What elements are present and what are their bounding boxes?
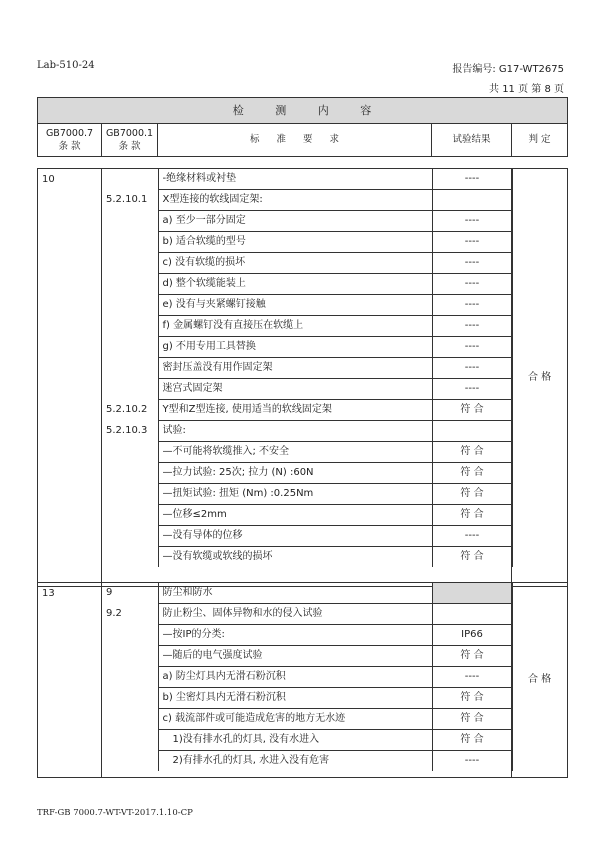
sub-clause <box>102 379 158 400</box>
requirement-text: a) 防尘灯具内无滑石粉沉积 <box>158 667 432 688</box>
table-row <box>102 526 512 547</box>
test-result: 符 合 <box>432 463 512 484</box>
sub-clause <box>102 358 158 379</box>
sub-clause <box>102 730 158 751</box>
requirement-text: e) 没有与夹紧螺钉接触 <box>158 295 432 316</box>
sub-clause <box>102 253 158 274</box>
test-result: ---- <box>432 274 512 295</box>
table-row <box>102 547 512 568</box>
requirement-text: c) 载流部件或可能造成危害的地方无水迹 <box>158 709 432 730</box>
sub-clause <box>102 169 158 190</box>
sub-clause <box>102 211 158 232</box>
requirement-text: —扭矩试验: 扭矩 (Nm) :0.25Nm <box>158 484 432 505</box>
clause-number: 13 <box>38 583 102 778</box>
table-row <box>102 358 512 379</box>
table-row <box>102 463 512 484</box>
sub-clause <box>102 751 158 772</box>
table-row <box>102 211 512 232</box>
sub-clause <box>102 688 158 709</box>
footer-code: TRF-GB 7000.7-WT-VT-2017.1.10-CP <box>37 808 193 818</box>
lab-code: Lab-510-24 <box>37 60 95 71</box>
col-verdict: 判 定 <box>512 124 568 157</box>
table-row <box>102 274 512 295</box>
requirement-text: c) 没有软缆的损坏 <box>158 253 432 274</box>
table-row <box>102 484 512 505</box>
test-result: ---- <box>432 358 512 379</box>
section-clause-10 <box>37 168 568 587</box>
test-result: 符 合 <box>432 505 512 526</box>
section2-body <box>102 583 512 778</box>
requirement-text: -绝缘材料或衬垫 <box>158 169 432 190</box>
sub-clause: 5.2.10.1 <box>102 190 158 211</box>
table-row <box>102 232 512 253</box>
sub-clause <box>102 274 158 295</box>
requirement-text: 2)有排水孔的灯具, 水进入没有危害 <box>158 751 432 772</box>
section1-verdict: 合 格 <box>512 169 568 587</box>
sub-clause: 9.2 <box>102 604 158 625</box>
col-gb70007-clause: GB7000.7 条 款 <box>38 124 102 157</box>
clause-number: 10 <box>38 169 102 587</box>
sub-clause <box>102 232 158 253</box>
requirement-text: —随后的电气强度试验 <box>158 646 432 667</box>
requirement-text: X型连接的软线固定架: <box>158 190 432 211</box>
col-test-result: 试验结果 <box>432 124 512 157</box>
test-result: 符 合 <box>432 730 512 751</box>
table-row <box>102 421 512 442</box>
table-row <box>102 751 512 772</box>
col-requirement: 标 准 要 求 <box>158 124 432 157</box>
sub-clause <box>102 295 158 316</box>
test-result: 符 合 <box>432 646 512 667</box>
requirement-text: b) 尘密灯具内无滑石粉沉积 <box>158 688 432 709</box>
test-result: 符 合 <box>432 484 512 505</box>
requirement-text: —按IP的分类: <box>158 625 432 646</box>
test-result: ---- <box>432 232 512 253</box>
table-row <box>102 379 512 400</box>
table-title: 检 测 内 容 <box>38 98 568 124</box>
sub-clause <box>102 484 158 505</box>
requirement-text: g) 不用专用工具替换 <box>158 337 432 358</box>
header-table <box>37 97 568 157</box>
sub-clause <box>102 625 158 646</box>
requirement-text: 1)没有排水孔的灯具, 没有水进入 <box>158 730 432 751</box>
sub-clause: 5.2.10.2 <box>102 400 158 421</box>
requirement-text: 防止粉尘、固体异物和水的侵入试验 <box>158 604 432 625</box>
test-result <box>432 190 512 211</box>
test-result: ---- <box>432 379 512 400</box>
sub-clause <box>102 505 158 526</box>
table-row <box>102 688 512 709</box>
test-result: 符 合 <box>432 688 512 709</box>
table-row <box>102 625 512 646</box>
col-gb70001-clause: GB7000.1 条 款 <box>102 124 158 157</box>
table-row <box>102 190 512 211</box>
requirement-text: —没有导体的位移 <box>158 526 432 547</box>
table-row <box>102 583 512 604</box>
requirement-text: d) 整个软缆能装上 <box>158 274 432 295</box>
test-result: 符 合 <box>432 709 512 730</box>
requirement-text: Y型和Z型连接, 使用适当的软线固定架 <box>158 400 432 421</box>
sub-clause <box>102 646 158 667</box>
requirement-text: 迷宫式固定架 <box>158 379 432 400</box>
page-count: 共 11 页 第 8 页 <box>489 84 564 95</box>
test-result <box>432 583 512 604</box>
requirement-text: 密封压盖没有用作固定架 <box>158 358 432 379</box>
requirement-text: —位移≤2mm <box>158 505 432 526</box>
test-result: ---- <box>432 169 512 190</box>
section-clause-13 <box>37 582 568 778</box>
test-result <box>432 604 512 625</box>
table-row <box>102 316 512 337</box>
sub-clause <box>102 526 158 547</box>
test-result: 符 合 <box>432 442 512 463</box>
report-number: 报告编号: G17-WT2675 <box>452 64 564 75</box>
sub-clause: 9 <box>102 583 158 604</box>
test-result <box>432 421 512 442</box>
sub-clause <box>102 709 158 730</box>
section2-verdict: 合 格 <box>512 583 568 778</box>
requirement-text: —不可能将软缆推入; 不安全 <box>158 442 432 463</box>
requirement-text: b) 适合软缆的型号 <box>158 232 432 253</box>
table-row <box>102 667 512 688</box>
sub-clause: 5.2.10.3 <box>102 421 158 442</box>
test-result: ---- <box>432 211 512 232</box>
test-result: ---- <box>432 295 512 316</box>
table-row <box>102 604 512 625</box>
table-row <box>102 442 512 463</box>
table-row <box>102 169 512 190</box>
table-row <box>102 505 512 526</box>
sub-clause <box>102 337 158 358</box>
requirement-text: —拉力试验: 25次; 拉力 (N) :60N <box>158 463 432 484</box>
test-result: ---- <box>432 316 512 337</box>
test-result: ---- <box>432 253 512 274</box>
sub-clause <box>102 316 158 337</box>
test-result: 符 合 <box>432 400 512 421</box>
table-row <box>102 646 512 667</box>
test-result: ---- <box>432 337 512 358</box>
test-result: ---- <box>432 526 512 547</box>
table-row <box>102 295 512 316</box>
table-row <box>102 730 512 751</box>
table-row <box>102 709 512 730</box>
table-row <box>102 400 512 421</box>
test-result: ---- <box>432 667 512 688</box>
test-result: IP66 <box>432 625 512 646</box>
requirement-text: f) 金属螺钉没有直接压在软缆上 <box>158 316 432 337</box>
sub-clause <box>102 442 158 463</box>
table-row <box>102 253 512 274</box>
requirement-text: 防尘和防水 <box>158 583 432 604</box>
sub-clause <box>102 463 158 484</box>
sub-clause <box>102 547 158 568</box>
test-result: 符 合 <box>432 547 512 568</box>
requirement-text: a) 至少一部分固定 <box>158 211 432 232</box>
test-result: ---- <box>432 751 512 772</box>
section1-body <box>102 169 512 587</box>
table-row <box>102 337 512 358</box>
sub-clause <box>102 667 158 688</box>
requirement-text: —没有软缆或软线的损坏 <box>158 547 432 568</box>
requirement-text: 试验: <box>158 421 432 442</box>
